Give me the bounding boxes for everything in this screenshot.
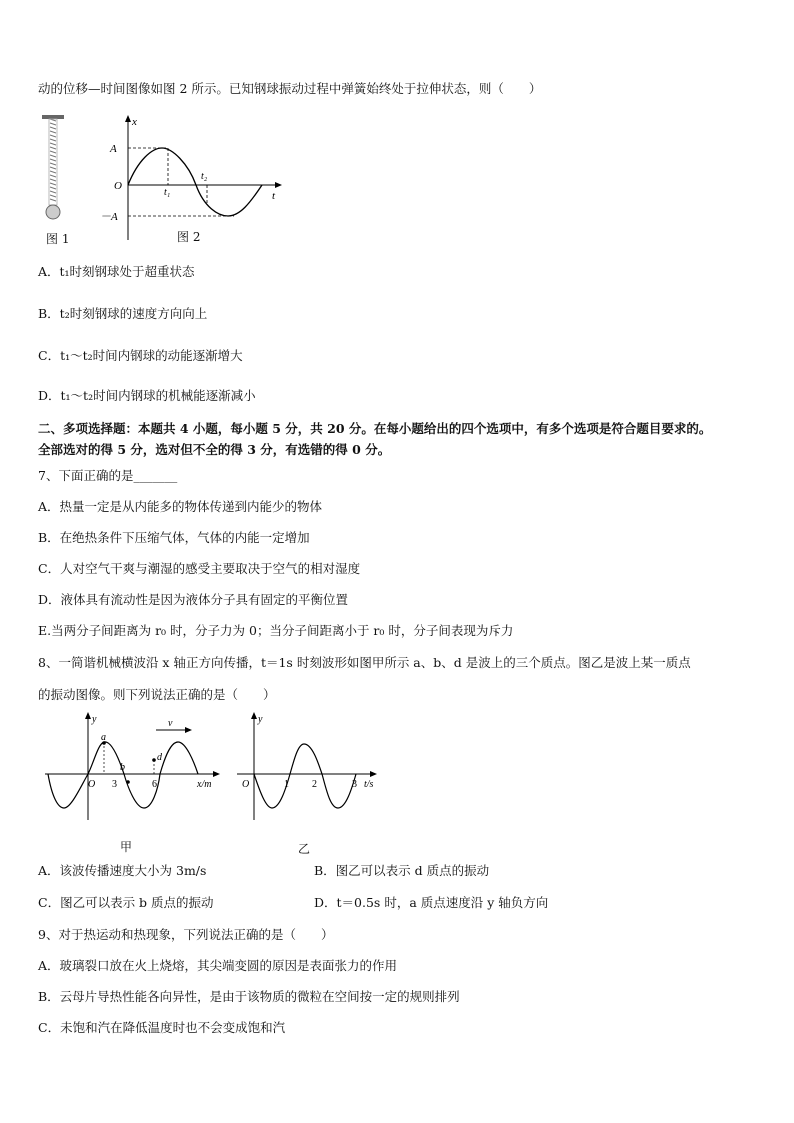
- q8-stem-line2: 的振动图像。则下列说法正确的是（ ）: [38, 687, 276, 702]
- yi-t-unit: t/s: [364, 779, 374, 790]
- jia-v-label: v: [168, 718, 173, 729]
- label-t2: t₂: [201, 171, 208, 182]
- label-origin: O: [114, 180, 122, 192]
- label-negA: －A: [100, 211, 118, 223]
- q7-option-a: A．热量一定是从内能多的物体传递到内能少的物体: [38, 499, 323, 514]
- q8-option-d: D．t＝0.5s 时，a 质点速度沿 y 轴负方向: [314, 895, 549, 910]
- jia-a-label: a: [101, 732, 106, 743]
- yi-y-label: y: [258, 714, 263, 725]
- jia-b-label: b: [120, 762, 125, 773]
- q9-option-a: A．玻璃裂口放在火上烧熔，其尖端变圆的原因是表面张力的作用: [38, 958, 398, 973]
- q7-option-e: E.当两分子间距离为 r₀ 时，分子力为 0；当分子间距离小于 r₀ 时，分子间表现为斥力: [38, 623, 514, 638]
- q6-option-d: D．t₁～t₂时间内钢球的机械能逐渐减小: [38, 388, 256, 403]
- q8-option-b: B．图乙可以表示 d 质点的振动: [314, 863, 490, 878]
- figure-yi-caption: 乙: [298, 842, 311, 856]
- q7-option-c: C．人对空气干爽与潮湿的感受主要取决于空气的相对湿度: [38, 561, 361, 576]
- figure-spring: [34, 115, 74, 230]
- yi-tick-1: 1: [284, 779, 289, 790]
- q8-option-c: C．图乙可以表示 b 质点的振动: [38, 895, 214, 910]
- yi-tick-3: 3: [352, 779, 357, 790]
- q6-option-a: A．t₁时刻钢球处于超重状态: [38, 264, 195, 279]
- q6-stem: 动的位移—时间图像如图 2 所示。已知钢球振动过程中弹簧始终处于拉伸状态，则（ ）: [38, 81, 542, 96]
- q6-option-b: B．t₂时刻钢球的速度方向向上: [38, 306, 208, 321]
- jia-y-label: y: [92, 714, 97, 725]
- section2-header-line1: 二、多项选择题：本题共 4 小题，每小题 5 分，共 20 分。在每小题给出的四个选项中，有多个选项是符合题目要求的。: [38, 421, 712, 436]
- q9-stem: 9、对于热运动和热现象，下列说法正确的是（ ）: [38, 927, 334, 942]
- yi-tick-2: 2: [312, 779, 317, 790]
- q8-stem-line1: 8、一简谐机械横波沿 x 轴正方向传播，t＝1s 时刻波形如图甲所示 a、b、d 是波上的三个质点。图乙是波上某一质点: [38, 655, 691, 670]
- jia-tick-6: 6: [152, 779, 157, 790]
- q7-option-d: D．液体具有流动性是因为液体分子具有固定的平衡位置: [38, 592, 349, 607]
- q6-option-c: C．t₁～t₂时间内钢球的动能逐渐增大: [38, 348, 243, 363]
- figure-wave-jia: [40, 712, 230, 822]
- q9-option-c: C．未饱和汽在降低温度时也不会变成饱和汽: [38, 1020, 286, 1035]
- q8-option-a: A．该波传播速度大小为 3m/s: [38, 863, 207, 878]
- figure-xt-graph: [100, 115, 290, 245]
- jia-origin: O: [88, 779, 96, 790]
- label-t1: t₁: [164, 187, 171, 198]
- figure2-caption: 图 2: [177, 230, 201, 244]
- jia-d-label: d: [157, 752, 162, 763]
- figure1-caption: 图 1: [46, 232, 70, 246]
- label-A: A: [110, 143, 117, 155]
- q7-stem: 7、下面正确的是_______: [38, 468, 178, 483]
- jia-x-unit: x/m: [197, 779, 212, 790]
- jia-tick-3: 3: [112, 779, 117, 790]
- axis-x-label: x: [132, 116, 137, 128]
- yi-origin: O: [242, 779, 250, 790]
- axis-t-label: t: [272, 190, 276, 202]
- q9-option-b: B．云母片导热性能各向异性，是由于该物质的微粒在空间按一定的规则排列: [38, 989, 460, 1004]
- q7-option-b: B．在绝热条件下压缩气体，气体的内能一定增加: [38, 530, 310, 545]
- figure-vibration-yi: [232, 712, 392, 822]
- figure-jia-caption: 甲: [120, 840, 133, 854]
- section2-header-line2: 全部选对的得 5 分，选对但不全的得 3 分，有选错的得 0 分。: [38, 442, 391, 457]
